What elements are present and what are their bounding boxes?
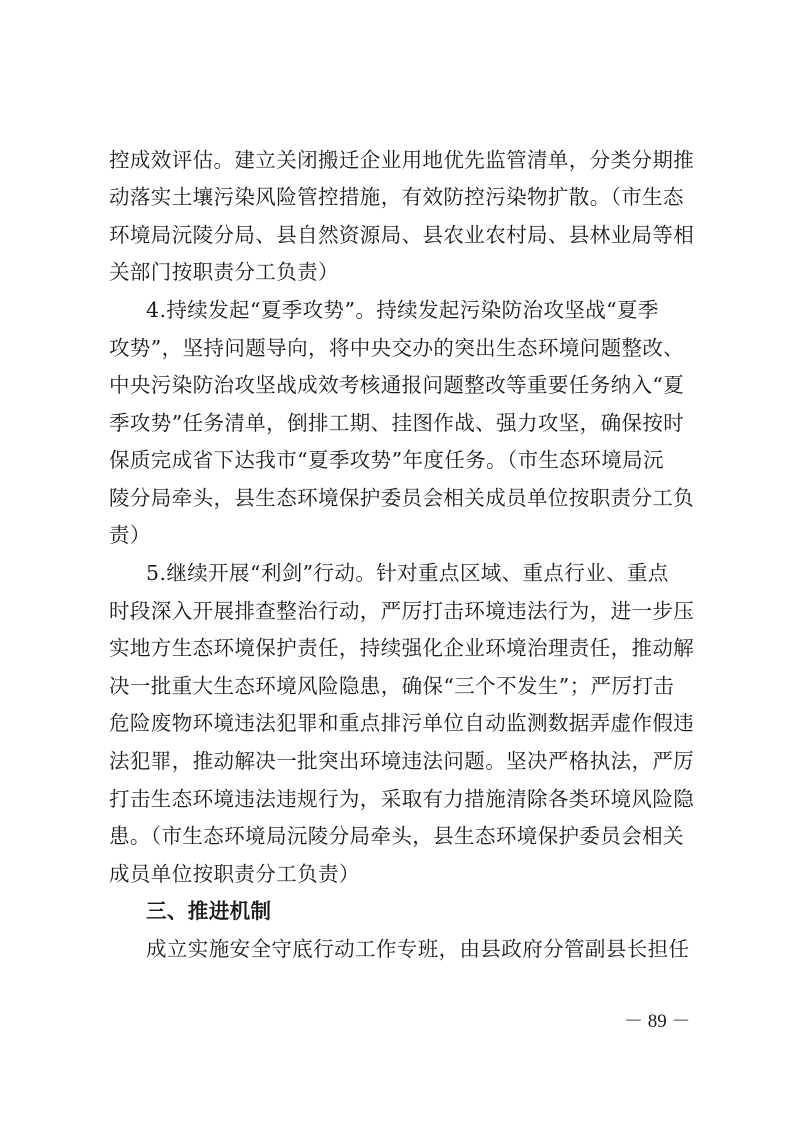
body-text-line: 陵分局牵头，县生态环境保护委员会相关成员单位按职责分工负 xyxy=(109,486,695,510)
section-item-5-title-line: 5.继续开展“利剑”行动。针对重点区域、重点行业、重点 xyxy=(146,561,669,585)
page-number: － 89 － xyxy=(624,1011,691,1032)
body-text-line: 决一批重大生态环境风险隐患，确保“三个不发生”；严厉打击 xyxy=(109,674,675,698)
body-text-line: 关部门按职责分工负责） xyxy=(109,260,339,284)
body-text-line: 打击生态环境违法违规行为，采取有力措施清除各类环境风险隐 xyxy=(109,787,695,811)
section-heading: 三、推进机制 xyxy=(146,899,272,923)
body-text-line: 控成效评估。建立关闭搬迁企业用地优先监管清单，分类分期推 xyxy=(109,148,695,172)
body-text-line: 攻势”，坚持问题导向，将中央交办的突出生态环境问题整改、 xyxy=(109,336,685,360)
body-text-line: 成员单位按职责分工负责） xyxy=(109,862,360,886)
body-text-line: 时段深入开展排查整治行动，严厉打击环境违法行为，进一步压 xyxy=(109,599,695,623)
body-text-line: 季攻势”任务清单，倒排工期、挂图作战、强力攻坚，确保按时 xyxy=(109,411,685,435)
body-text-line: 实地方生态环境保护责任，持续强化企业环境治理责任，推动解 xyxy=(109,636,695,660)
body-text-line: 环境局沅陵分局、县自然资源局、县农业农村局、县林业局等相 xyxy=(109,223,695,247)
body-text-line: 危险废物环境违法犯罪和重点排污单位自动监测数据弄虚作假违 xyxy=(109,711,695,735)
body-text-line: 成立实施安全守底行动工作专班，由县政府分管副县长担任 xyxy=(146,937,690,961)
body-text-line: 法犯罪，推动解决一批突出环境违法问题。坚决严格执法，严厉 xyxy=(109,749,695,773)
body-text-line: 中央污染防治攻坚战成效考核通报问题整改等重要任务纳入“夏 xyxy=(109,373,685,397)
body-text-line: 患。（市生态环境局沅陵分局牵头，县生态环境保护委员会相关 xyxy=(109,824,684,848)
body-text-line: 动落实土壤污染风险管控措施，有效防控污染物扩散。（市生态 xyxy=(109,185,684,209)
body-text-line: 责） xyxy=(109,523,151,547)
body-text-line: 保质完成省下达我市“夏季攻势”年度任务。（市生态环境局沅 xyxy=(109,448,664,472)
section-item-4-title-line: 4.持续发起“夏季攻势”。持续发起污染防治攻坚战“夏季 xyxy=(146,298,659,322)
